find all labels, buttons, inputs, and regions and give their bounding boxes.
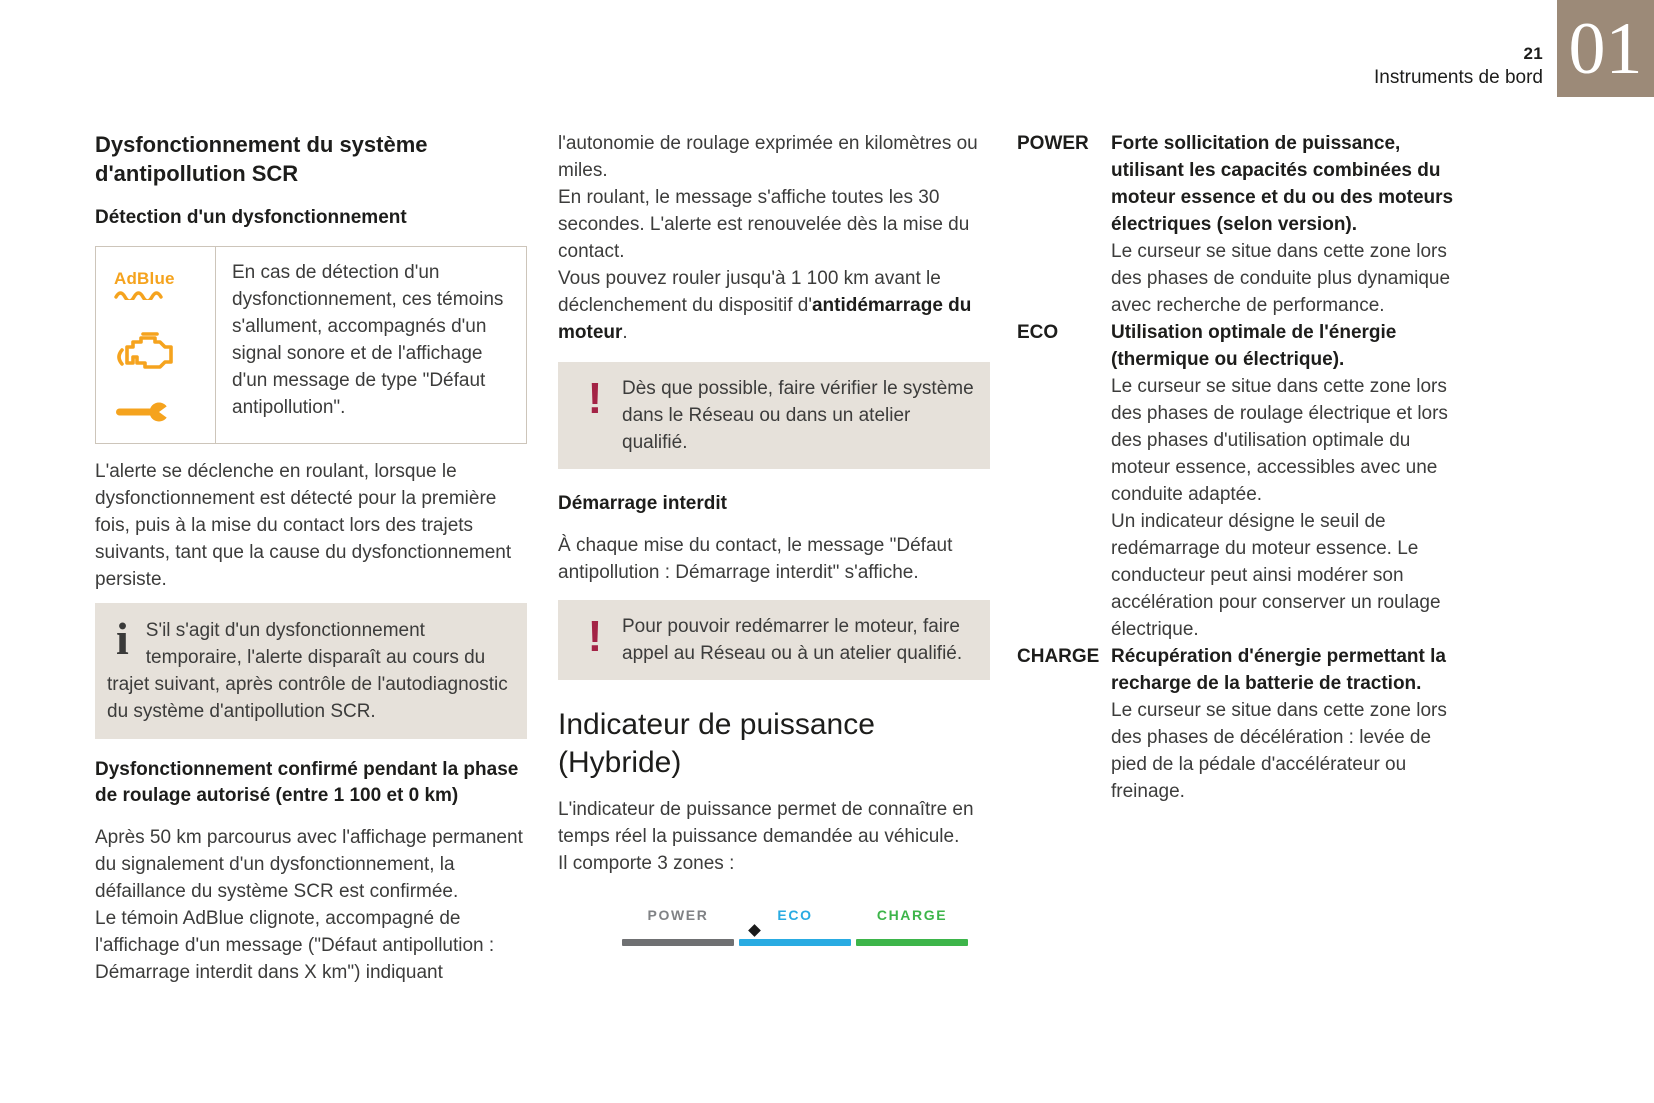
adblue-telltale-icon [114, 271, 215, 305]
warning-1-text: Dès que possible, faire vérifier le système dans le Réseau ou dans un atelier qualifié. [622, 378, 974, 453]
definition-term: CHARGE [1017, 646, 1100, 667]
definition-text: Le curseur se situe dans cette zone lors des phases de décélération : levée de pied de la pédale d'accélérateur ou freinage. [1111, 700, 1447, 802]
definition-lead: Utilisation optimale de l'énergie (thermique ou électrique). [1111, 322, 1397, 370]
warning-note-1 [558, 362, 990, 469]
cursor-diamond-icon [748, 924, 761, 937]
power-zone-label: POWER [647, 907, 709, 923]
rolling-limit-text: Vous pouvez rouler jusqu'à 1 100 km avant le déclenchement du dispositif d' [558, 268, 941, 316]
middle-column [558, 130, 990, 959]
page-meta [1374, 44, 1543, 89]
adblue-label: AdBlue [114, 269, 175, 288]
chapter-number: 01 [1568, 7, 1643, 90]
chapter-title: Instruments de bord [1374, 67, 1543, 88]
section-heading-power-indicator: Indicateur de puissance (Hybride) [558, 708, 875, 779]
power-indicator-diagram [622, 907, 968, 959]
subheading-confirmed: Dysfonctionnement confirmé pendant la phase de roulage autorisé (entre 1 100 et 0 km) [95, 759, 519, 806]
wrench-telltale-icon [114, 399, 172, 425]
warning-icon: ! [587, 374, 603, 423]
paragraph-indicator-b: Il comporte 3 zones : [558, 853, 735, 874]
chapter-number-tab [1557, 0, 1654, 97]
adblue-wave-icon [114, 289, 166, 300]
power-zone-bar [622, 939, 734, 946]
paragraph-start-ban: À chaque mise du contact, le message "Défaut antipollution : Démarrage interdit" s'affiche. [558, 535, 953, 583]
rolling-limit-bold: antidémarrage du moteur [558, 295, 972, 343]
paragraph-indicator-a: L'indicateur de puissance permet de connaître en temps réel la puissance demandée au véhicule. [558, 799, 974, 847]
paragraph-message-repeat: En roulant, le message s'affiche toutes les 30 secondes. L'alerte est renouvelée dès la mise du contact. [558, 187, 970, 262]
definition-power [1017, 130, 1463, 319]
definition-text: Le curseur se situe dans cette zone lors des phases de roulage électrique et lors des phases d'utilisation optimale du moteur essence, accessibles avec une conduite adaptée. [1111, 376, 1448, 505]
telltale-icon-column [96, 247, 216, 443]
paragraph-confirmed-b: Le témoin AdBlue clignote, accompagné de l'affichage d'un message ("Défaut antipollution : Démarrage interdit dans X km") indiquant [95, 908, 495, 983]
warning-2-text: Pour pouvoir redémarrer le moteur, faire appel au Réseau ou à un atelier qualifié. [622, 616, 963, 664]
warning-icon: ! [587, 612, 603, 661]
info-note-text: S'il s'agit d'un dysfonctionnement temporaire, l'alerte disparaît au cours du trajet suivant, après contrôle de l'autodiagnostic du système d'antipollution SCR. [107, 620, 508, 722]
section-heading-scr: Dysfonctionnement du système d'antipollution SCR [95, 132, 428, 186]
warning-note-2 [558, 600, 990, 680]
definition-text: Un indicateur désigne le seuil de redémarrage du moteur essence. Le conducteur peut ainsi modérer son accélération pour conserver un roulage électrique. [1111, 511, 1441, 640]
indicator-zone-bars [622, 939, 968, 946]
definition-lead: Forte sollicitation de puissance, utilisant les capacités combinées du moteur essence et du ou des moteurs électriques (selon version). [1111, 133, 1454, 235]
info-icon: i [116, 613, 129, 664]
charge-zone-label: CHARGE [876, 907, 948, 923]
charge-zone-bar [856, 939, 968, 946]
left-column [95, 130, 527, 986]
paragraph-confirmed-a: Après 50 km parcourus avec l'affichage permanent du signalement d'un dysfonctionnement, la défaillance du système SCR est confirmée. [95, 827, 523, 902]
definition-term: POWER [1017, 133, 1089, 154]
definition-term: ECO [1017, 322, 1059, 343]
indicator-zone-labels [622, 907, 968, 923]
eco-zone-label: ECO [777, 907, 813, 923]
telltale-table [95, 246, 527, 444]
definition-text: Le curseur se situe dans cette zone lors des phases de conduite plus dynamique avec recherche de performance. [1111, 241, 1451, 316]
definition-charge [1017, 643, 1463, 805]
definition-body [1111, 643, 1463, 805]
page-number: 21 [1523, 44, 1543, 63]
paragraph-rolling-limit [558, 265, 990, 346]
rolling-limit-period: . [622, 322, 628, 343]
definition-body [1111, 319, 1463, 643]
definition-body [1111, 130, 1463, 319]
subheading-detection: Détection d'un dysfonctionnement [95, 207, 407, 228]
telltale-description: En cas de détection d'un dysfonctionnement, ces témoins s'allument, accompagnés d'un signal sonore et de l'affichage d'un message de type "Défaut antipollution". [232, 262, 504, 418]
subheading-start-ban: Démarrage interdit [558, 493, 727, 514]
info-note [95, 603, 527, 739]
paragraph-alert-trigger: L'alerte se déclenche en roulant, lorsque le dysfonctionnement est détecté pour la première fois, puis à la mise du contact lors des trajets suivants, tant que la cause du dysfonctionnement persiste. [95, 461, 512, 590]
right-column [1017, 130, 1463, 805]
definition-lead: Récupération d'énergie permettant la recharge de la batterie de traction. [1111, 646, 1446, 694]
paragraph-autonomy: l'autonomie de roulage exprimée en kilomètres ou miles. [558, 133, 978, 181]
definition-eco [1017, 319, 1463, 643]
engine-telltale-icon [114, 331, 174, 373]
eco-zone-bar [739, 939, 851, 946]
